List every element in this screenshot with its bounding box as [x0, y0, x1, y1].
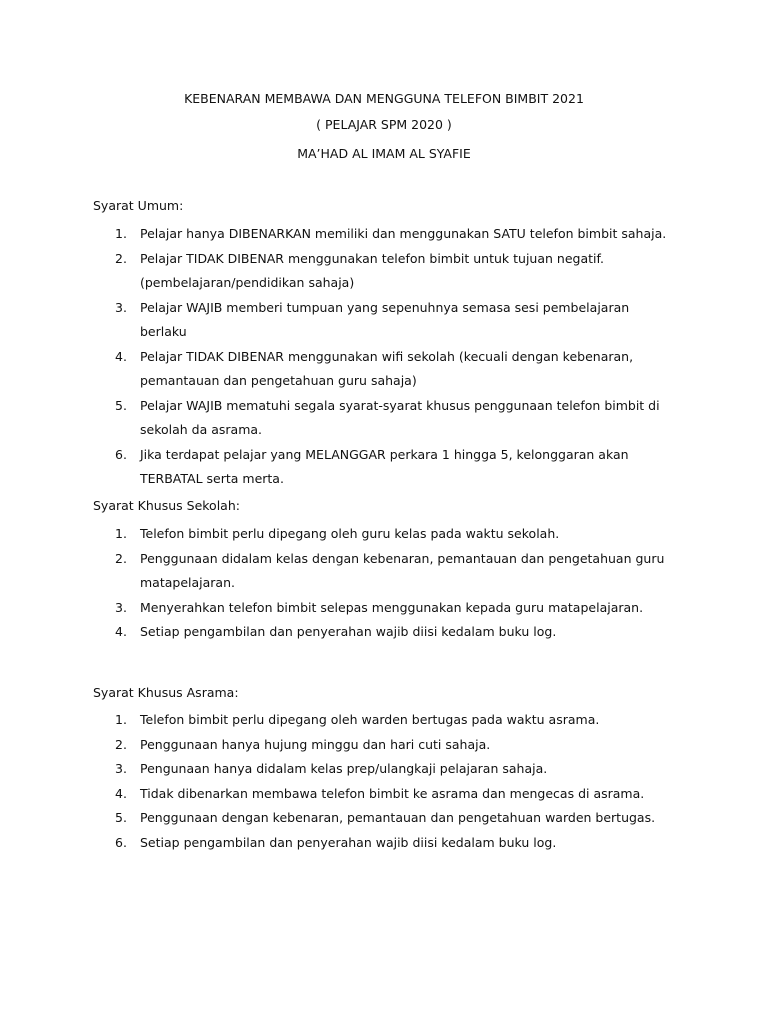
list-item-text: Telefon bimbit perlu dipegang oleh guru kelas pada waktu sekolah.	[140, 526, 560, 541]
list-item-text: Pelajar TIDAK DIBENAR menggunakan telefon bimbit untuk tujuan negatif. (pembelajaran/pendidikan sahaja)	[140, 250, 604, 290]
school-conditions-heading: Syarat Khusus Sekolah:	[93, 498, 240, 513]
list-item-number: 1.	[115, 526, 127, 541]
document-title: KEBENARAN MEMBAWA DAN MENGGUNA TELEFON BIMBIT 2021	[184, 91, 584, 106]
list-item-number: 6.	[115, 446, 127, 462]
list-item-number: 3.	[115, 599, 127, 615]
general-conditions-heading: Syarat Umum:	[93, 198, 184, 213]
list-item-number: 4.	[115, 785, 127, 801]
list-item-number: 6.	[115, 834, 127, 850]
list-item-text: Penggunaan didalam kelas dengan kebenaran, pemantauan dan pengetahuan guru matapelajaran.	[140, 550, 665, 590]
list-item	[0, 247, 675, 296]
list-item-text: Pelajar WAJIB memberi tumpuan yang sepenuhnya semasa sesi pembelajaran berlaku	[140, 299, 630, 339]
list-item-text: Pengunaan hanya didalam kelas prep/ulangkaji pelajaran sahaja.	[140, 761, 548, 776]
list-item-number: 2.	[115, 250, 127, 266]
list-item-text: Telefon bimbit perlu dipegang oleh warden bertugas pada waktu asrama.	[140, 712, 600, 727]
list-item	[0, 522, 675, 547]
list-item	[0, 782, 675, 807]
list-item-number: 5.	[115, 397, 127, 413]
list-item	[0, 708, 675, 733]
list-item	[0, 296, 675, 345]
list-item	[0, 394, 675, 443]
list-item-number: 2.	[115, 736, 127, 752]
list-item-number: 5.	[115, 810, 127, 825]
list-item-text: Pelajar hanya DIBENARKAN memiliki dan menggunakan SATU telefon bimbit sahaja.	[140, 226, 667, 241]
list-item-number: 4.	[115, 624, 127, 639]
list-item-number: 4.	[115, 348, 127, 364]
list-item-text: Setiap pengambilan dan penyerahan wajib diisi kedalam buku log.	[140, 624, 557, 639]
list-item-text: Pelajar TIDAK DIBENAR menggunakan wifi sekolah (kecuali dengan kebenaran, pemantauan dan pengetahuan guru sahaja)	[140, 348, 634, 388]
list-item-text: Tidak dibenarkan membawa telefon bimbit ke asrama dan mengecas di asrama.	[140, 785, 645, 801]
list-item	[0, 831, 675, 856]
list-item	[0, 806, 675, 831]
list-item-text: Penggunaan dengan kebenaran, pemantauan dan pengetahuan warden bertugas.	[140, 810, 656, 825]
list-item	[0, 620, 675, 645]
list-item-number: 3.	[115, 761, 127, 776]
hostel-conditions-heading: Syarat Khusus Asrama:	[93, 685, 239, 700]
list-item-text: Jika terdapat pelajar yang MELANGGAR perkara 1 hingga 5, kelonggaran akan TERBATAL serta merta.	[140, 446, 629, 486]
list-item-number: 3.	[115, 299, 127, 315]
list-item	[0, 222, 675, 247]
list-item-number: 2.	[115, 550, 127, 566]
hostel-conditions-list	[0, 708, 768, 855]
list-item	[0, 596, 675, 621]
document-subtitle: ( PELAJAR SPM 2020 )	[316, 117, 452, 132]
list-item	[0, 757, 675, 782]
list-item	[0, 547, 675, 596]
list-item-text: Setiap pengambilan dan penyerahan wajib diisi kedalam buku log.	[140, 834, 557, 850]
list-item	[0, 443, 675, 492]
list-item-number: 1.	[115, 226, 127, 241]
general-conditions-list	[0, 222, 768, 492]
list-item-text: Menyerahkan telefon bimbit selepas menggunakan kepada guru matapelajaran.	[140, 599, 644, 615]
list-item-text: Pelajar WAJIB mematuhi segala syarat-syarat khusus penggunaan telefon bimbit di sekolah da asrama.	[140, 397, 660, 437]
list-item-number: 1.	[115, 712, 127, 727]
list-item	[0, 733, 675, 758]
institution-name: MA’HAD AL IMAM AL SYAFIE	[297, 146, 471, 161]
school-conditions-list	[0, 522, 768, 645]
list-item	[0, 345, 675, 394]
list-item-text: Penggunaan hanya hujung minggu dan hari cuti sahaja.	[140, 736, 491, 752]
